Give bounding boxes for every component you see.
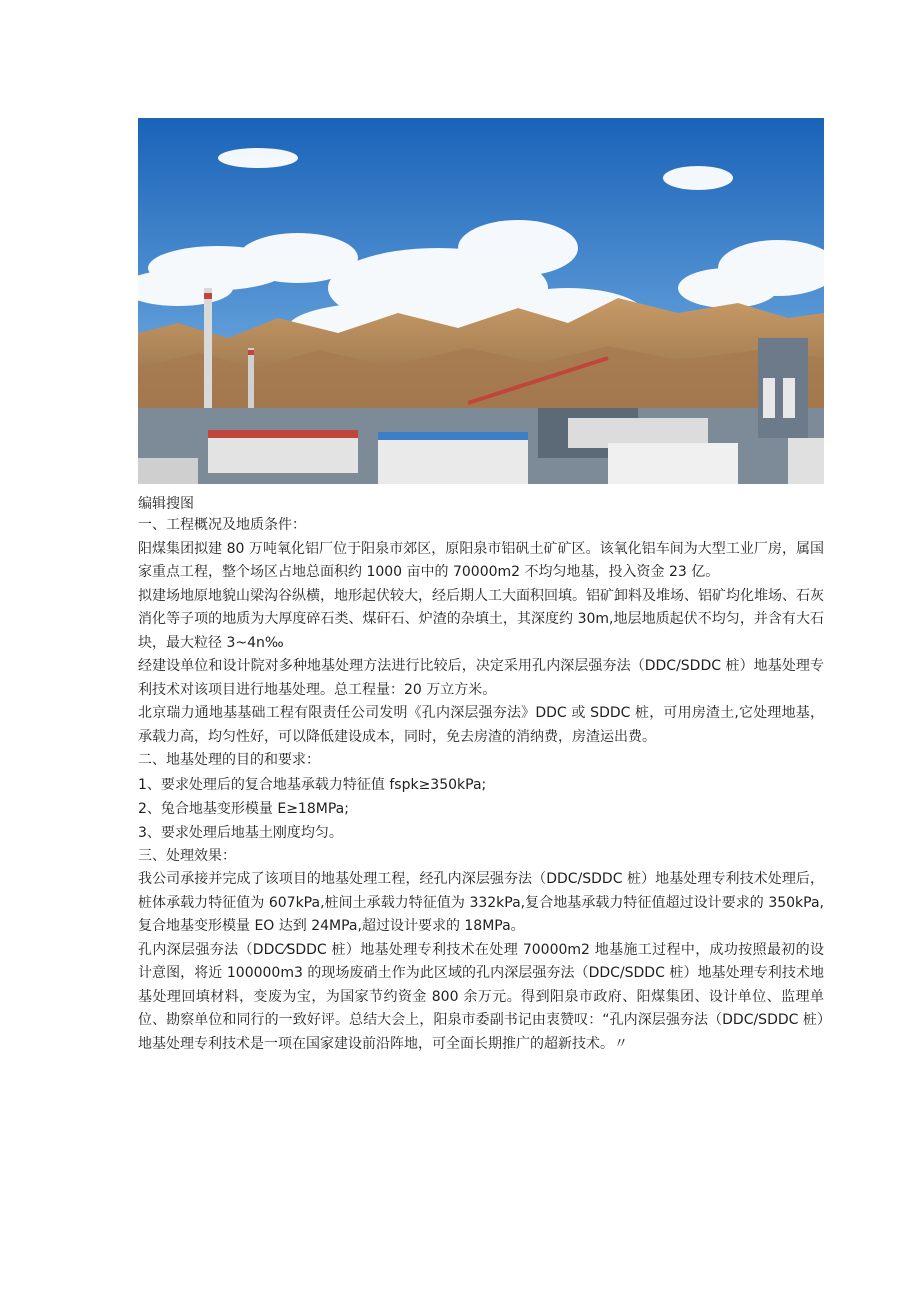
document-page [138,118,824,1056]
section-2-heading: 二、地基处理的目的和要求： [138,752,320,768]
image-caption: 编辑搜图 [138,496,194,512]
requirement-item: 2、兔合地基变形模量 E≥18MPa; [138,800,349,817]
section-1-paragraph-4: 北京瑞力通地基基础工程有限责任公司发明《孔内深层强夯法》DDC 或 SDDC 桩，可用房渣土,它处理地基，承载力高，均匀性好，可以降低建设成本，同时，免去房渣的消纳费，房渣运出费。 [138,705,824,745]
section-3-heading: 三、处理效果： [138,847,236,864]
requirement-item: 1、要求处理后的复合地基承载力特征值 fspk≥350kPa; [138,776,487,793]
photo-illustration [138,118,824,484]
section-1-paragraph-1: 阳煤集团拟建 80 万吨氧化铝厂位于阳泉市郊区，原阳泉市铝矾土矿矿区。该氧化铝车间为大型工业厂房，属国家重点工程，整个场区占地总面积约 1000 亩中的 70000m2 不均匀地基，投入资金 23 亿。 [138,540,824,580]
section-1-heading: 一、工程概况及地质条件： [138,517,306,533]
industrial-plant-photo [138,118,824,484]
section-1-paragraph-2: 拟建场地原地貌山梁沟谷纵横，地形起伏较大，经后期人工大面积回填。铝矿卸料及堆场、铝矿均化堆场、石灰消化等子项的地质为大厚度碎石类、煤矸石、炉渣的杂填土，其深度约 30m,地层地质起伏不均匀，并含有大石块，最大粒径 3~4n‰ [138,587,824,651]
section-3-paragraph-1: 我公司承接并完成了该项目的地基处理工程，经孔内深层强夯法（DDC/SDDC 桩）地基处理专利技术处理后，桩体承载力特征值为 607kPa,桩间土承载力特征值为 332kPa,复合地基承载力特征值超过设计要求的 350kPa,复合地基变形模量 EO 达到 24MPa,超过设计要求的 18MPa。 [138,871,824,934]
section-1-paragraph-3: 经建设单位和设计院对多种地基处理方法进行比较后，决定采用孔内深层强夯法（DDC/SDDC 桩）地基处理专利技术对该项目进行地基处理。总工程量：20 万立方米。 [138,658,824,698]
requirement-item: 3、要求处理后地基土刚度均匀。 [138,824,343,841]
section-3-paragraph-2: 孔内深层强夯法（DDC⁄SDDC 桩）地基处理专利技术在处理 70000m2 地基施工过程中，成功按照最初的设计意图，将近 100000m3 的现场废硝土作为此区域的孔内深层强夯法（DDC/SDDC 桩）地基处理专利技术地基处理回填材料，变废为宝，为国家节约资金 800 余万元。得到阳泉市政府、阳煤集团、设计单位、监理单位、勘察单位和同行的一致好评。总结大会上，阳泉市委副书记由衷赞叹：“孔内深层强夯法（DDC/SDDC 桩）地基处理专利技术是一项在国家建设前沿阵地，可全面长期推广的超新技术。〃 [138,941,824,1052]
